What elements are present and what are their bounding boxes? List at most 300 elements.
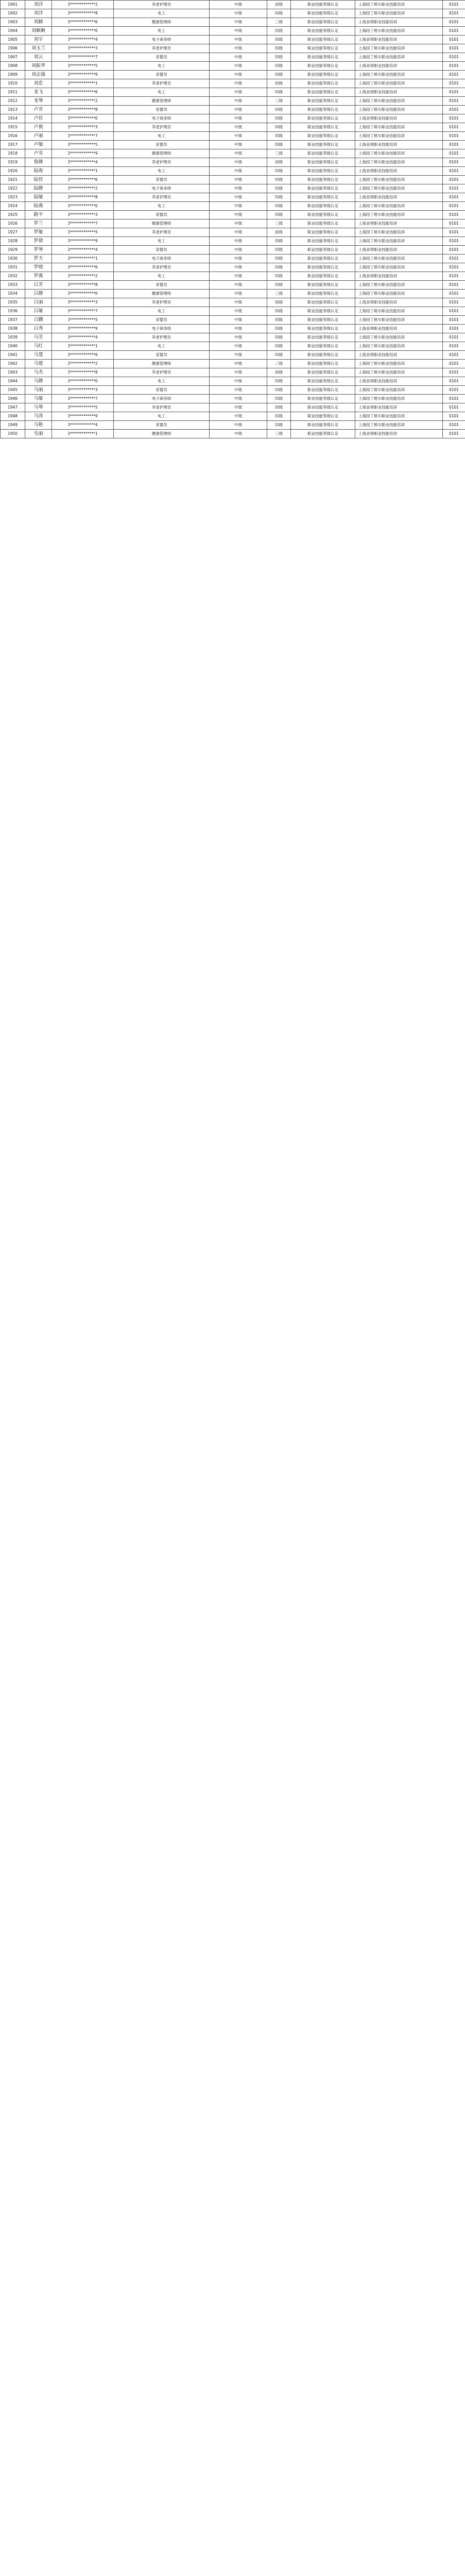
occupation-cell: 育婴员 [114, 71, 210, 79]
certificate-type-cell: 职业技能等级认定 [291, 193, 355, 202]
level-cell: 四级 [267, 342, 291, 351]
organization-cell: 上海金领职业技能培训 [355, 193, 443, 202]
id-number-cell: 3*************0 [52, 114, 114, 123]
grade-cell: 中级 [210, 307, 267, 316]
code-cell: 0101 [443, 395, 465, 403]
grade-cell: 中级 [210, 368, 267, 377]
name-cell: 吕敏 [25, 307, 52, 316]
id-number-cell: 3*************4 [52, 421, 114, 430]
table-row [1, 193, 465, 202]
level-cell: 四级 [267, 316, 291, 325]
table-row [1, 132, 465, 141]
organization-cell: 上海纽丁格尔职业技能培训 [355, 158, 443, 167]
code-cell: 0101 [443, 158, 465, 167]
seq-cell: 1906 [1, 44, 25, 53]
table-row [1, 149, 465, 158]
occupation-cell: 电子商务师 [114, 325, 210, 333]
id-number-cell: 3*************6 [52, 18, 114, 27]
id-number-cell: 3*************7 [52, 219, 114, 228]
organization-cell: 上海纽丁格尔职业技能培训 [355, 333, 443, 342]
code-cell: 0101 [443, 333, 465, 342]
code-cell: 0101 [443, 71, 465, 79]
organization-cell: 上海纽丁格尔职业技能培训 [355, 290, 443, 298]
code-cell: 0101 [443, 202, 465, 211]
grade-cell: 中级 [210, 97, 267, 106]
occupation-cell: 电工 [114, 202, 210, 211]
occupation-cell: 电工 [114, 307, 210, 316]
grade-cell: 中级 [210, 333, 267, 342]
seq-cell: 1917 [1, 141, 25, 149]
seq-cell: 1909 [1, 71, 25, 79]
occupation-cell: 育婴员 [114, 316, 210, 325]
seq-cell: 1950 [1, 430, 25, 438]
certificate-type-cell: 职业技能等级认定 [291, 158, 355, 167]
certificate-type-cell: 职业技能等级认定 [291, 53, 355, 62]
level-cell: 四级 [267, 9, 291, 18]
level-cell: 四级 [267, 44, 291, 53]
grade-cell: 中级 [210, 132, 267, 141]
certificate-type-cell: 职业技能等级认定 [291, 176, 355, 184]
level-cell: 四级 [267, 184, 291, 193]
occupation-cell: 养老护理员 [114, 158, 210, 167]
name-cell: 马艳 [25, 421, 52, 430]
level-cell: 四级 [267, 237, 291, 246]
grade-cell: 中级 [210, 351, 267, 360]
name-cell: 罗兰 [25, 219, 52, 228]
certificate-type-cell: 职业技能等级认定 [291, 9, 355, 18]
id-number-cell: 3*************3 [52, 298, 114, 307]
code-cell: 0101 [443, 193, 465, 202]
seq-cell: 1911 [1, 88, 25, 97]
code-cell: 0101 [443, 368, 465, 377]
certificate-type-cell: 职业技能等级认定 [291, 430, 355, 438]
organization-cell: 上海纽丁格尔职业技能培训 [355, 228, 443, 237]
occupation-cell: 养老护理员 [114, 123, 210, 132]
organization-cell: 上海金领职业技能培训 [355, 351, 443, 360]
id-number-cell: 3*************9 [52, 71, 114, 79]
level-cell: 四级 [267, 62, 291, 71]
table-row [1, 263, 465, 272]
grade-cell: 中级 [210, 298, 267, 307]
certificate-type-cell: 职业技能等级认定 [291, 228, 355, 237]
grade-cell: 中级 [210, 9, 267, 18]
organization-cell: 上海纽丁格尔职业技能培训 [355, 106, 443, 114]
seq-cell: 1940 [1, 342, 25, 351]
table-row [1, 368, 465, 377]
certificate-type-cell: 职业技能等级认定 [291, 281, 355, 290]
grade-cell: 中级 [210, 141, 267, 149]
certificate-type-cell: 职业技能等级认定 [291, 360, 355, 368]
certificate-type-cell: 职业技能等级认定 [291, 219, 355, 228]
grade-cell: 中级 [210, 202, 267, 211]
table-row [1, 377, 465, 386]
code-cell: 0101 [443, 430, 465, 438]
grade-cell: 中级 [210, 62, 267, 71]
certificate-type-cell: 职业技能等级认定 [291, 290, 355, 298]
grade-cell: 中级 [210, 88, 267, 97]
certificate-type-cell: 职业技能等级认定 [291, 412, 355, 421]
organization-cell: 上海纽丁格尔职业技能培训 [355, 281, 443, 290]
occupation-cell: 健康管理师 [114, 149, 210, 158]
grade-cell: 中级 [210, 228, 267, 237]
code-cell: 0101 [443, 62, 465, 71]
seq-cell: 1903 [1, 18, 25, 27]
code-cell: 0101 [443, 403, 465, 412]
name-cell: 刘玉兰 [25, 44, 52, 53]
code-cell: 0101 [443, 281, 465, 290]
level-cell: 初级 [267, 1, 291, 9]
seq-cell: 1918 [1, 149, 25, 158]
occupation-cell: 电工 [114, 272, 210, 281]
code-cell: 0101 [443, 149, 465, 158]
organization-cell: 上海纽丁格尔职业技能培训 [355, 368, 443, 377]
id-number-cell: 3*************2 [52, 1, 114, 9]
level-cell: 四级 [267, 307, 291, 316]
organization-cell: 上海纽丁格尔职业技能培训 [355, 71, 443, 79]
occupation-cell: 电工 [114, 9, 210, 18]
table-row [1, 1, 465, 9]
table-row [1, 255, 465, 263]
certificate-type-cell: 职业技能等级认定 [291, 114, 355, 123]
table-row [1, 184, 465, 193]
grade-cell: 中级 [210, 377, 267, 386]
name-cell: 卢丽 [25, 132, 52, 141]
organization-cell: 上海金领职业技能培训 [355, 62, 443, 71]
seq-cell: 1939 [1, 333, 25, 342]
seq-cell: 1949 [1, 421, 25, 430]
code-cell: 0101 [443, 36, 465, 44]
id-number-cell: 3*************8 [52, 106, 114, 114]
grade-cell: 中级 [210, 272, 267, 281]
occupation-cell: 电工 [114, 62, 210, 71]
organization-cell: 上海金领职业技能培训 [355, 36, 443, 44]
id-number-cell: 3*************1 [52, 342, 114, 351]
id-number-cell: 3*************6 [52, 263, 114, 272]
id-number-cell: 3*************0 [52, 290, 114, 298]
table-row [1, 219, 465, 228]
name-cell: 鲁静 [25, 158, 52, 167]
id-number-cell: 3*************0 [52, 27, 114, 36]
table-row [1, 246, 465, 255]
code-cell: 0101 [443, 237, 465, 246]
level-cell: 初级 [267, 228, 291, 237]
table-row [1, 79, 465, 88]
name-cell: 吕丽 [25, 298, 52, 307]
name-cell: 刘洋 [25, 9, 52, 18]
table-row [1, 403, 465, 412]
table-row [1, 141, 465, 149]
id-number-cell: 3*************5 [52, 228, 114, 237]
id-number-cell: 3*************5 [52, 141, 114, 149]
seq-cell: 1933 [1, 281, 25, 290]
seq-cell: 1937 [1, 316, 25, 325]
id-number-cell: 3*************3 [52, 211, 114, 219]
id-number-cell: 3*************1 [52, 430, 114, 438]
grade-cell: 中级 [210, 114, 267, 123]
seq-cell: 1923 [1, 193, 25, 202]
grade-cell: 中级 [210, 290, 267, 298]
occupation-cell: 健康管理师 [114, 430, 210, 438]
level-cell: 四级 [267, 333, 291, 342]
certificate-type-cell: 职业技能等级认定 [291, 106, 355, 114]
name-cell: 陆佳 [25, 176, 52, 184]
seq-cell: 1907 [1, 53, 25, 62]
name-cell: 马杰 [25, 368, 52, 377]
occupation-cell: 电子商务师 [114, 36, 210, 44]
code-cell: 0101 [443, 132, 465, 141]
certificate-type-cell: 职业技能等级认定 [291, 368, 355, 377]
occupation-cell: 电工 [114, 412, 210, 421]
name-cell: 罗琴 [25, 246, 52, 255]
grade-cell: 中级 [210, 123, 267, 132]
occupation-cell: 育婴员 [114, 53, 210, 62]
id-number-cell: 3*************5 [52, 403, 114, 412]
grade-cell: 中级 [210, 412, 267, 421]
level-cell: 四级 [267, 71, 291, 79]
name-cell: 卢佳 [25, 114, 52, 123]
certificate-type-cell: 职业技能等级认定 [291, 167, 355, 176]
level-cell: 三级 [267, 149, 291, 158]
name-cell: 刘振华 [25, 62, 52, 71]
organization-cell: 上海纽丁格尔职业技能培训 [355, 237, 443, 246]
table-row [1, 325, 465, 333]
id-number-cell: 3*************4 [52, 158, 114, 167]
level-cell: 四级 [267, 106, 291, 114]
code-cell: 0101 [443, 123, 465, 132]
id-number-cell: 3*************0 [52, 202, 114, 211]
document-page [0, 0, 465, 438]
level-cell: 四级 [267, 53, 291, 62]
seq-cell: 1931 [1, 263, 25, 272]
name-cell: 路平 [25, 211, 52, 219]
certificate-type-cell: 职业技能等级认定 [291, 316, 355, 325]
organization-cell: 上海纽丁格尔职业技能培训 [355, 9, 443, 18]
grade-cell: 中级 [210, 430, 267, 438]
grade-cell: 中级 [210, 176, 267, 184]
code-cell: 0101 [443, 141, 465, 149]
occupation-cell: 养老护理员 [114, 44, 210, 53]
id-number-cell: 3*************7 [52, 53, 114, 62]
seq-cell: 1926 [1, 219, 25, 228]
level-cell: 三级 [267, 290, 291, 298]
grade-cell: 中级 [210, 18, 267, 27]
name-cell: 龙琴 [25, 97, 52, 106]
name-cell: 罗敏 [25, 228, 52, 237]
name-cell: 刘颖颖 [25, 27, 52, 36]
certificate-type-cell: 职业技能等级认定 [291, 71, 355, 79]
code-cell: 0101 [443, 298, 465, 307]
name-cell: 吕芳 [25, 281, 52, 290]
seq-cell: 1924 [1, 202, 25, 211]
organization-cell: 上海金领职业技能培训 [355, 18, 443, 27]
table-row [1, 386, 465, 395]
id-number-cell: 3*************8 [52, 193, 114, 202]
occupation-cell: 养老护理员 [114, 79, 210, 88]
certificate-type-cell: 职业技能等级认定 [291, 211, 355, 219]
seq-cell: 1946 [1, 395, 25, 403]
level-cell: 四级 [267, 176, 291, 184]
occupation-cell: 电工 [114, 88, 210, 97]
table-row [1, 44, 465, 53]
name-cell: 卢芳 [25, 106, 52, 114]
id-number-cell: 3*************3 [52, 386, 114, 395]
seq-cell: 1941 [1, 351, 25, 360]
table-row [1, 36, 465, 44]
seq-cell: 1934 [1, 290, 25, 298]
table-row [1, 228, 465, 237]
grade-cell: 中级 [210, 219, 267, 228]
id-number-cell: 3*************2 [52, 360, 114, 368]
grade-cell: 中级 [210, 237, 267, 246]
certificate-type-cell: 职业技能等级认定 [291, 333, 355, 342]
occupation-cell: 电子商务师 [114, 255, 210, 263]
id-number-cell: 3*************6 [52, 88, 114, 97]
code-cell: 0101 [443, 377, 465, 386]
table-row [1, 430, 465, 438]
id-number-cell: 3*************6 [52, 176, 114, 184]
grade-cell: 中级 [210, 281, 267, 290]
code-cell: 0101 [443, 53, 465, 62]
grade-cell: 中级 [210, 360, 267, 368]
organization-cell: 上海纽丁格尔职业技能培训 [355, 176, 443, 184]
level-cell: 四级 [267, 421, 291, 430]
table-row [1, 360, 465, 368]
occupation-cell: 电工 [114, 342, 210, 351]
seq-cell: 1919 [1, 158, 25, 167]
code-cell: 0101 [443, 211, 465, 219]
table-row [1, 114, 465, 123]
certificate-type-cell: 职业技能等级认定 [291, 1, 355, 9]
certificate-type-cell: 职业技能等级认定 [291, 79, 355, 88]
table-row [1, 62, 465, 71]
code-cell: 0101 [443, 106, 465, 114]
certificate-type-cell: 职业技能等级认定 [291, 255, 355, 263]
name-cell: 卢雪 [25, 149, 52, 158]
code-cell: 0101 [443, 9, 465, 18]
seq-cell: 1916 [1, 132, 25, 141]
name-cell: 罗天 [25, 255, 52, 263]
name-cell: 马静 [25, 377, 52, 386]
table-row [1, 167, 465, 176]
code-cell: 0101 [443, 386, 465, 395]
name-cell: 马红 [25, 342, 52, 351]
certificate-type-cell: 职业技能等级认定 [291, 263, 355, 272]
table-row [1, 281, 465, 290]
occupation-cell: 健康管理师 [114, 360, 210, 368]
certificate-type-cell: 职业技能等级认定 [291, 246, 355, 255]
id-number-cell: 3*************8 [52, 368, 114, 377]
occupation-cell: 电工 [114, 132, 210, 141]
level-cell: 四级 [267, 36, 291, 44]
id-number-cell: 3*************6 [52, 351, 114, 360]
code-cell: 0101 [443, 255, 465, 263]
organization-cell: 上海金领职业技能培训 [355, 246, 443, 255]
grade-cell: 中级 [210, 184, 267, 193]
occupation-cell: 育婴员 [114, 386, 210, 395]
organization-cell: 上海纽丁格尔职业技能培训 [355, 123, 443, 132]
level-cell: 四级 [267, 202, 291, 211]
grade-cell: 中级 [210, 386, 267, 395]
certificate-type-cell: 职业技能等级认定 [291, 237, 355, 246]
id-number-cell: 3*************1 [52, 255, 114, 263]
code-cell: 0101 [443, 421, 465, 430]
organization-cell: 上海纽丁格尔职业技能培训 [355, 263, 443, 272]
occupation-cell: 养老护理员 [114, 368, 210, 377]
organization-cell: 上海金领职业技能培训 [355, 325, 443, 333]
certificate-type-cell: 职业技能等级认定 [291, 395, 355, 403]
name-cell: 马慧 [25, 351, 52, 360]
id-number-cell: 3*************0 [52, 377, 114, 386]
seq-cell: 1927 [1, 228, 25, 237]
name-cell: 刘云 [25, 53, 52, 62]
seq-cell: 1942 [1, 360, 25, 368]
grade-cell: 中级 [210, 421, 267, 430]
grade-cell: 中级 [210, 403, 267, 412]
level-cell: 四级 [267, 263, 291, 272]
seq-cell: 1904 [1, 27, 25, 36]
level-cell: 四级 [267, 88, 291, 97]
id-number-cell: 3*************3 [52, 44, 114, 53]
organization-cell: 上海金领职业技能培训 [355, 272, 443, 281]
level-cell: 初级 [267, 79, 291, 88]
organization-cell: 上海纽丁格尔职业技能培训 [355, 97, 443, 106]
organization-cell: 上海纽丁格尔职业技能培训 [355, 1, 443, 9]
name-cell: 罗晓 [25, 263, 52, 272]
certificate-type-cell: 职业技能等级认定 [291, 27, 355, 36]
organization-cell: 上海纽丁格尔职业技能培训 [355, 316, 443, 325]
occupation-cell: 育婴员 [114, 106, 210, 114]
name-cell: 马建 [25, 360, 52, 368]
occupation-cell: 育婴员 [114, 141, 210, 149]
id-number-cell: 3*************4 [52, 246, 114, 255]
level-cell: 四级 [267, 395, 291, 403]
organization-cell: 上海纽丁格尔职业技能培训 [355, 421, 443, 430]
table-row [1, 158, 465, 167]
certificate-type-cell: 职业技能等级认定 [291, 97, 355, 106]
name-cell: 马丽 [25, 386, 52, 395]
organization-cell: 上海金领职业技能培训 [355, 141, 443, 149]
roster-body [1, 1, 465, 438]
certificate-type-cell: 职业技能等级认定 [291, 44, 355, 53]
organization-cell: 上海纽丁格尔职业技能培训 [355, 395, 443, 403]
table-row [1, 316, 465, 325]
id-number-cell: 3*************2 [52, 184, 114, 193]
table-row [1, 421, 465, 430]
code-cell: 0101 [443, 176, 465, 184]
organization-cell: 上海金领职业技能培训 [355, 430, 443, 438]
level-cell: 四级 [267, 351, 291, 360]
organization-cell: 上海金领职业技能培训 [355, 114, 443, 123]
level-cell: 四级 [267, 246, 291, 255]
code-cell: 0101 [443, 184, 465, 193]
certificate-type-cell: 职业技能等级认定 [291, 149, 355, 158]
occupation-cell: 电子商务师 [114, 114, 210, 123]
table-row [1, 123, 465, 132]
table-row [1, 106, 465, 114]
code-cell: 0101 [443, 228, 465, 237]
occupation-cell: 电工 [114, 377, 210, 386]
table-row [1, 18, 465, 27]
grade-cell: 中级 [210, 1, 267, 9]
table-row [1, 237, 465, 246]
grade-cell: 中级 [210, 395, 267, 403]
table-row [1, 307, 465, 316]
seq-cell: 1921 [1, 176, 25, 184]
table-row [1, 342, 465, 351]
seq-cell: 1930 [1, 255, 25, 263]
grade-cell: 中级 [210, 79, 267, 88]
organization-cell: 上海金领职业技能培训 [355, 88, 443, 97]
